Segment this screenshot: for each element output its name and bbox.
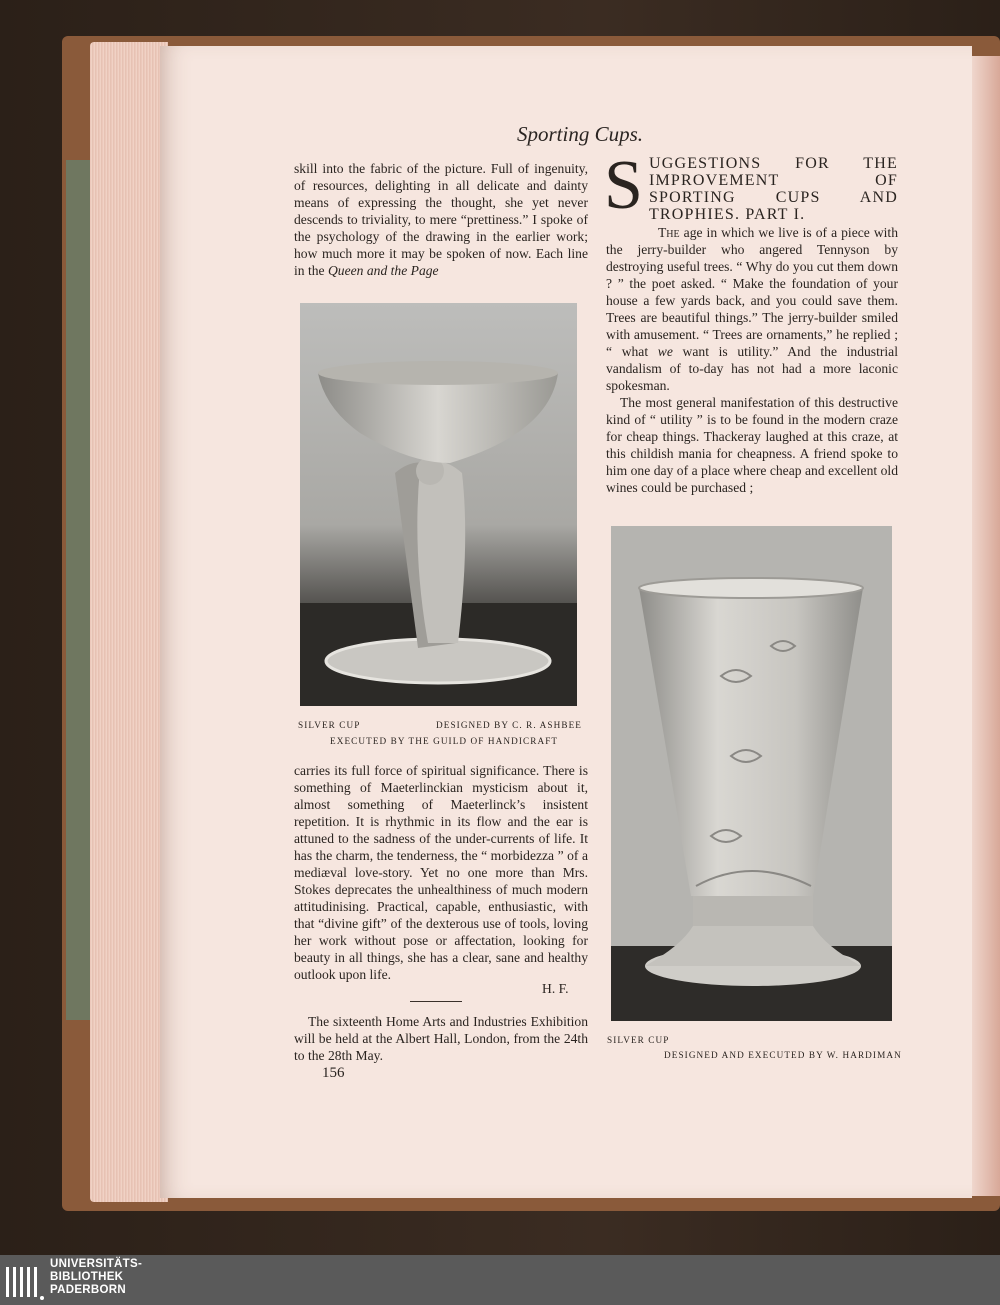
logo-line: UNIVERSITÄTS- [50, 1258, 143, 1270]
paragraph [606, 224, 898, 394]
figure-2-caption-line1: SILVER CUP [607, 1035, 670, 1045]
title-text: UGGESTIONS FOR THE IMPROVEMENT OF SPORTING CUPS AND TROPHIES. PART I. [648, 155, 898, 223]
left-column-bottom [294, 762, 588, 983]
spine-cloth [66, 160, 90, 1020]
right-column-text [606, 224, 898, 496]
left-column-top [294, 160, 588, 279]
figure-1-caption-right: DESIGNED BY C. R. ASHBEE [436, 720, 583, 730]
photo-silver-cup-hardiman [611, 526, 892, 1021]
figure-1-caption-left: SILVER CUP [298, 720, 361, 730]
figure-1-caption-line2: EXECUTED BY THE GUILD OF HANDICRAFT [330, 736, 559, 746]
vase-illustration [611, 526, 892, 1021]
page-stack [90, 42, 168, 1202]
italic-title: Queen and the Page [327, 263, 439, 278]
photo-silver-cup-ashbee [300, 303, 577, 706]
facing-page-edge [968, 56, 1000, 1196]
figure-2-caption-line2: DESIGNED AND EXECUTED BY W. HARDIMAN [664, 1050, 902, 1060]
running-head: Sporting Cups. [516, 122, 644, 146]
signature: H. F. [542, 981, 569, 996]
cup-illustration [300, 303, 577, 706]
library-footer [0, 1255, 1000, 1305]
paragraph [294, 160, 588, 279]
paragraph: The most general manifestation of this destructive kind of “ utility ” is to be found in the modern craze for cheap things. Thackeray laughed at this craze, at this childish mania for cheapness. A friend spoke to him one day of a place where cheap and excellent old wines could be purchased ; [606, 395, 898, 495]
paragraph: carries its full force of spiritual significance. There is something of Maeterlinckian mysticism about it, almost something of Maeterlinck’s insistent repetition. It is rhythmic in its flow and the ear is attuned to the sadness of the under-currents of life. It has the charm, the tenderness, the “ morbidezza ” of a mediæval love-story. Yet no one more than Mrs. Stokes deprecates the unhealthiness of much modern attitudinising. Practical, capable, enthusiastic, with that “divine gift” of the dexterous use of tools, loving her work without pose or affectation, looking for beauty in all things, she has a clear, sane and healthy outlook upon life. [294, 763, 588, 982]
section-rule [410, 1001, 462, 1002]
paragraph: The sixteenth Home Arts and Industries Exhibition will be held at the Albert Hall, London, from the 24th to the 28th May. [294, 1014, 588, 1063]
library-logo-icon [4, 1261, 44, 1301]
page-number: 156 [322, 1065, 345, 1081]
emphasis: we [657, 344, 673, 359]
paragraph-text: want is utility.” And the industrial vandalism of to-day has not had a more laconic spokesman. [606, 344, 898, 393]
library-logo-text [50, 1258, 142, 1297]
article-title [604, 147, 898, 224]
logo-line: PADERBORN [50, 1284, 126, 1296]
logo-line: BIBLIOTHEK [50, 1271, 124, 1283]
exhibition-notice [294, 1013, 588, 1064]
paragraph-text: age in which we live is of a piece with the jerry-builder who angered Tennyson by destroying useful trees. “ Why do you cut them down ? ” the poet asked. “ Make the foundation of your house a few yards back, and you could save them. Trees are beautiful things.” The jerry-builder smiled with amusement. “ Trees are ornaments,” he replied ; “ what [606, 225, 898, 359]
drop-cap: S [604, 147, 643, 224]
lead-word: The [658, 225, 680, 240]
paragraph-text: skill into the fabric of the picture. Full of ingenuity, of resources, delighting in all delicate and dainty means of expressing the thought, she yet never descends to triviality, to mere “prettiness.” I spoke of the psychology of the drawing in the earlier work; how much more it may be spoken of now. Each line in the [294, 161, 588, 278]
